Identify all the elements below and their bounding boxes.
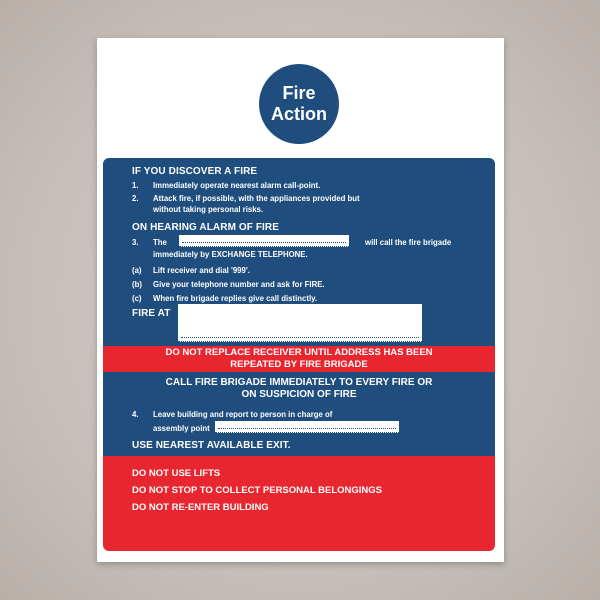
item-4-line-2: assembly point: [153, 424, 210, 433]
sub-item-letter: (c): [132, 294, 142, 303]
exit-instruction: USE NEAREST AVAILABLE EXIT.: [132, 440, 291, 451]
call-brigade-line-1: CALL FIRE BRIGADE IMMEDIATELY TO EVERY FIRE OR: [165, 377, 433, 388]
sub-item: Lift receiver and dial '999'.: [153, 266, 250, 275]
item-number: 2.: [132, 194, 139, 203]
item-3-line-2: immediately by EXCHANGE TELEPHONE.: [153, 250, 308, 259]
sub-item-letter: (b): [132, 280, 142, 289]
sub-item-letter: (a): [132, 266, 142, 275]
item-3-after: will call the fire brigade: [365, 238, 452, 247]
warning-line-1: DO NOT REPLACE RECEIVER UNTIL ADDRESS HAS BEEN: [165, 347, 433, 358]
fire-action-sign: [97, 38, 504, 562]
item-number: 3.: [132, 238, 139, 247]
discover-heading: IF YOU DISCOVER A FIRE: [132, 166, 258, 177]
instruction-item: Attack fire, if possible, with the appliances provided but: [153, 194, 360, 203]
item-number: 4.: [132, 410, 139, 419]
badge-line-2: Action: [271, 104, 327, 124]
sub-item: When fire brigade replies give call distinctly.: [153, 294, 318, 303]
instruction-item: without taking personal risks.: [153, 205, 264, 214]
assembly-point-field[interactable]: [215, 421, 399, 433]
fire-action-badge: [259, 64, 339, 144]
badge-line-1: Fire: [282, 83, 316, 103]
prohibition-item: DO NOT USE LIFTS: [132, 468, 221, 479]
responsible-person-field[interactable]: [179, 235, 349, 247]
fire-address-field[interactable]: [178, 304, 422, 342]
receiver-warning-band: [103, 346, 495, 372]
fire-at-label: FIRE AT: [132, 308, 171, 319]
instructions-panel: [103, 158, 495, 346]
call-brigade-panel: [103, 372, 495, 456]
sub-item: Give your telephone number and ask for FIRE.: [153, 280, 325, 289]
warning-line-2: REPEATED BY FIRE BRIGADE: [230, 359, 368, 370]
instruction-item: Immediately operate nearest alarm call-point.: [153, 181, 321, 190]
alarm-heading: ON HEARING ALARM OF FIRE: [132, 222, 280, 233]
item-3-the: The: [153, 238, 167, 247]
call-brigade-line-2: ON SUSPICION OF FIRE: [241, 389, 357, 400]
item-number: 1.: [132, 181, 139, 190]
prohibitions-panel: [103, 456, 495, 551]
prohibition-item: DO NOT STOP TO COLLECT PERSONAL BELONGINGS: [132, 485, 383, 496]
prohibition-item: DO NOT RE-ENTER BUILDING: [132, 502, 269, 513]
item-4-line-1: Leave building and report to person in charge of: [153, 410, 333, 419]
